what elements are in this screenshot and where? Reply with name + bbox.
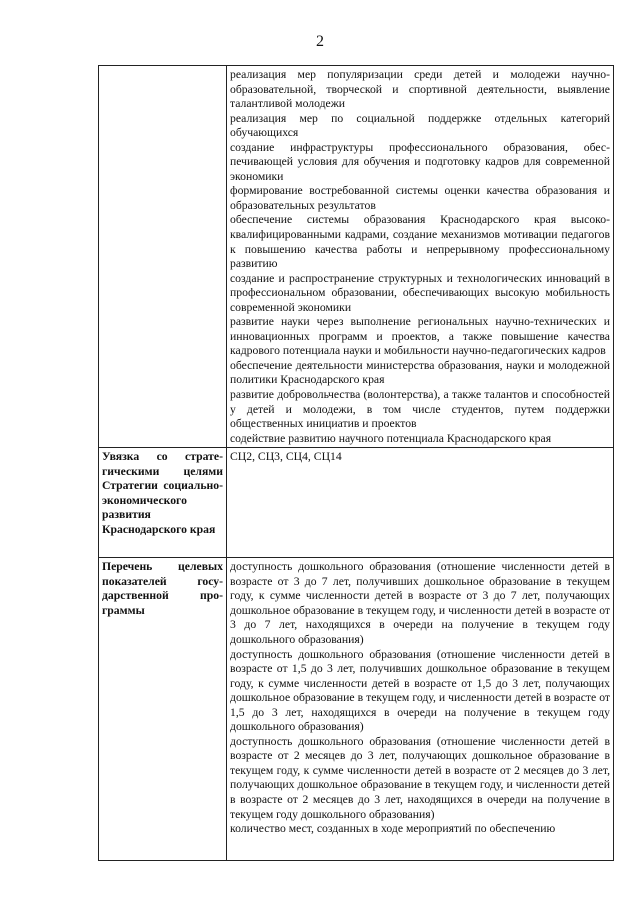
goal-item: обеспечение системы образования Краснодарского края высококвалифицированными кадрами, создание механизмов мотивации педагогов к повышению качества работы и непрерывному профессиональному развитию <box>230 213 610 271</box>
row-content-goals <box>227 66 614 448</box>
goal-item: развитие добровольчества (волонтерства), а также талантов и способностей у детей и молодежи, в том числе студентов, путем поддержки общественных инициатив и проектов <box>230 388 610 431</box>
indicator-item: доступность дошкольного образования (отношение численности детей в возрасте от 2 месяцев до 3 лет, получающих дошкольное образование в текущем году, к сумме численности детей в возрасте от 2 месяцев до 3 лет, получающих дошкольное образование в текущем году, и численности детей в возрасте от 2 месяцев до 3 лет, находящихся в очереди на получение в текущем году дошкольного образования) <box>230 734 610 821</box>
goal-item: формирование востребованной системы оценки качества образования и образовательных результатов <box>230 184 610 212</box>
goal-item: реализация мер популяризации среди детей и молодежи научно-образовательной, творческой и спортивной деятельности, выявление талантливой молодежи <box>230 68 610 111</box>
goal-item: обеспечение деятельности министерства образования, науки и молодежной политики Краснодарского края <box>230 358 610 387</box>
row-label-empty <box>99 66 227 448</box>
indicator-item: доступность дошкольного образования (отношение численности детей в возрасте от 1,5 до 3 лет, получивших дошкольное образование в текущем году, к сумме численности детей в возрасте от 1,5 до 3 лет, получающих дошкольное образование в текущем году, и численности детей в возрасте от 1,5 до 3 лет, находящихся в очереди на получение в текущем году дошкольного образования) <box>230 647 610 734</box>
goal-item: развитие науки через выполнение региональных научно-технических и инновационных программ и проектов, а также повышение качества кадрового потенциала науки и мобильности научно-педагогических кадров <box>230 315 610 358</box>
table-row-indicators <box>99 558 614 861</box>
table-row-goals <box>99 66 614 448</box>
row-content-indicators <box>227 558 614 861</box>
row-label-indicators: Перечень целевых показателей государственной программы <box>99 558 227 861</box>
goal-item: создание инфраструктуры профессионального образования, обеспечивающей условия для обучения и подготовку кадров для современной экономики <box>230 140 610 183</box>
goal-item: создание и распространение структурных и технологических инноваций в профессиональном образовании, обеспечивающих высокую мобильность современной экономики <box>230 271 610 314</box>
strategy-codes: СЦ2, СЦ3, СЦ4, СЦ14 <box>230 450 342 464</box>
table-row-strategy-link <box>99 448 614 558</box>
row-content-strategy-link <box>227 448 614 558</box>
goal-item: реализация мер по социальной поддержке отдельных категорий обучающихся <box>230 111 610 140</box>
passport-table <box>98 65 614 861</box>
indicator-item: доступность дошкольного образования (отношение численности детей в возрасте от 3 до 7 лет, получивших дошкольное образование в текущем году, к сумме численности детей в возрасте от 3 до 7 лет, получающих дошкольное образование в текущем году, и численности детей в возрасте от 3 до 7 лет, находящихся в очереди на получение в текущем году дошкольного образования) <box>230 560 610 646</box>
goal-item: содействие развитию научного потенциала Краснодарского края <box>230 431 552 445</box>
row-label-strategy-link: Увязка со стратегическими целями Стратегии социально-экономического развития Краснодарского края <box>99 448 227 558</box>
page-number: 2 <box>316 33 324 50</box>
indicator-item: количество мест, созданных в ходе мероприятий по обеспечению <box>230 822 556 836</box>
